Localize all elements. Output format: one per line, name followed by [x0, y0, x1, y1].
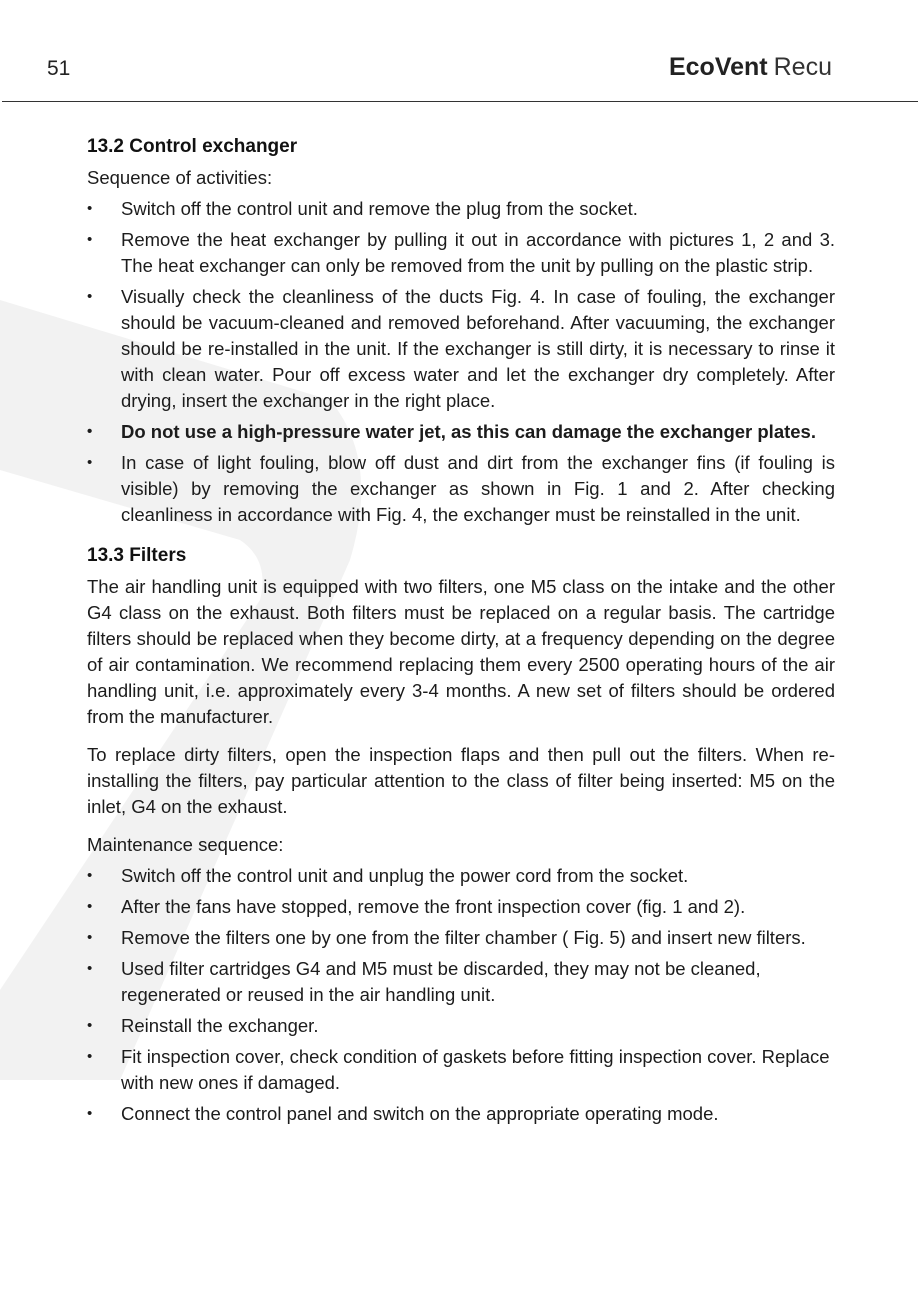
maintenance-intro: Maintenance sequence: — [87, 834, 284, 855]
list-item: • Fit inspection cover, check condition of gaskets before fitting inspection cover. Replace with new ones if damaged. — [87, 1044, 835, 1096]
list-item: • Remove the heat exchanger by pulling it out in accordance with pictures 1, 2 and 3. The heat exchanger can only be removed from the unit by pulling on the plastic strip. — [87, 227, 835, 279]
filters-paragraph: To replace dirty filters, open the inspection flaps and then pull out the filters. When re-installing the filters, pay particular attention to the class of filter being inserted: M5 on the inlet, G4 on the exhaust. — [87, 744, 835, 817]
page-content — [87, 133, 835, 1127]
page-number: 51 — [47, 57, 71, 80]
warning-list-item: • Do not use a high-pressure water jet, as this can damage the exchanger plates. — [87, 419, 835, 445]
list-item: • Reinstall the exchanger. — [87, 1013, 835, 1039]
sequence-intro: Sequence of activities: — [87, 167, 273, 188]
list-item: • Switch off the control unit and unplug the power cord from the socket. — [87, 863, 835, 889]
section-filters — [87, 542, 835, 1127]
list-item: • After the fans have stopped, remove the front inspection cover (fig. 1 and 2). — [87, 894, 835, 920]
brand-name-light: Recu — [773, 53, 832, 81]
section-heading: 13.3 Filters — [87, 545, 187, 566]
list-item: • Visually check the cleanliness of the ducts Fig. 4. In case of fouling, the exchanger should be vacuum-cleaned and removed beforehand. After vacuuming, the exchanger should be re-installed in the unit. If the exchanger is still dirty, it is necessary to rinse it with clean water. Pour off excess water and let the exchanger dry completely. After drying, insert the exchanger in the right place. — [87, 284, 835, 414]
exchanger-steps-list — [87, 196, 835, 528]
page-header — [0, 0, 920, 104]
brand-logo — [669, 53, 832, 82]
list-item: • Remove the filters one by one from the filter chamber ( Fig. 5) and insert new filters. — [87, 925, 835, 951]
list-item: • Used filter cartridges G4 and M5 must be discarded, they may not be cleaned, regenerated or reused in the air handling unit. — [87, 956, 835, 1008]
filters-paragraph: The air handling unit is equipped with two filters, one M5 class on the intake and the other G4 class on the exhaust. Both filters must be replaced on a regular basis. The cartridge filters should be replaced when they become dirty, at a frequency depending on the degree of air contamination. We recommend replacing them every 2500 operating hours of the air handling unit, i.e. approximately every 3-4 months. A new set of filters should be ordered from the manufacturer. — [87, 576, 835, 727]
section-control-exchanger — [87, 133, 835, 528]
list-item: • In case of light fouling, blow off dust and dirt from the exchanger fins (if fouling is visible) by removing the exchanger as shown in Fig. 1 and 2. After checking cleanliness in accordance with Fig. 4, the exchanger must be reinstalled in the unit. — [87, 450, 835, 528]
list-item: • Switch off the control unit and remove the plug from the socket. — [87, 196, 835, 222]
list-item: • Connect the control panel and switch on the appropriate operating mode. — [87, 1101, 835, 1127]
header-rule — [2, 101, 918, 102]
brand-name-bold: EcoVent — [668, 53, 768, 81]
section-heading: 13.2 Control exchanger — [87, 136, 298, 157]
maintenance-steps-list — [87, 863, 835, 1127]
